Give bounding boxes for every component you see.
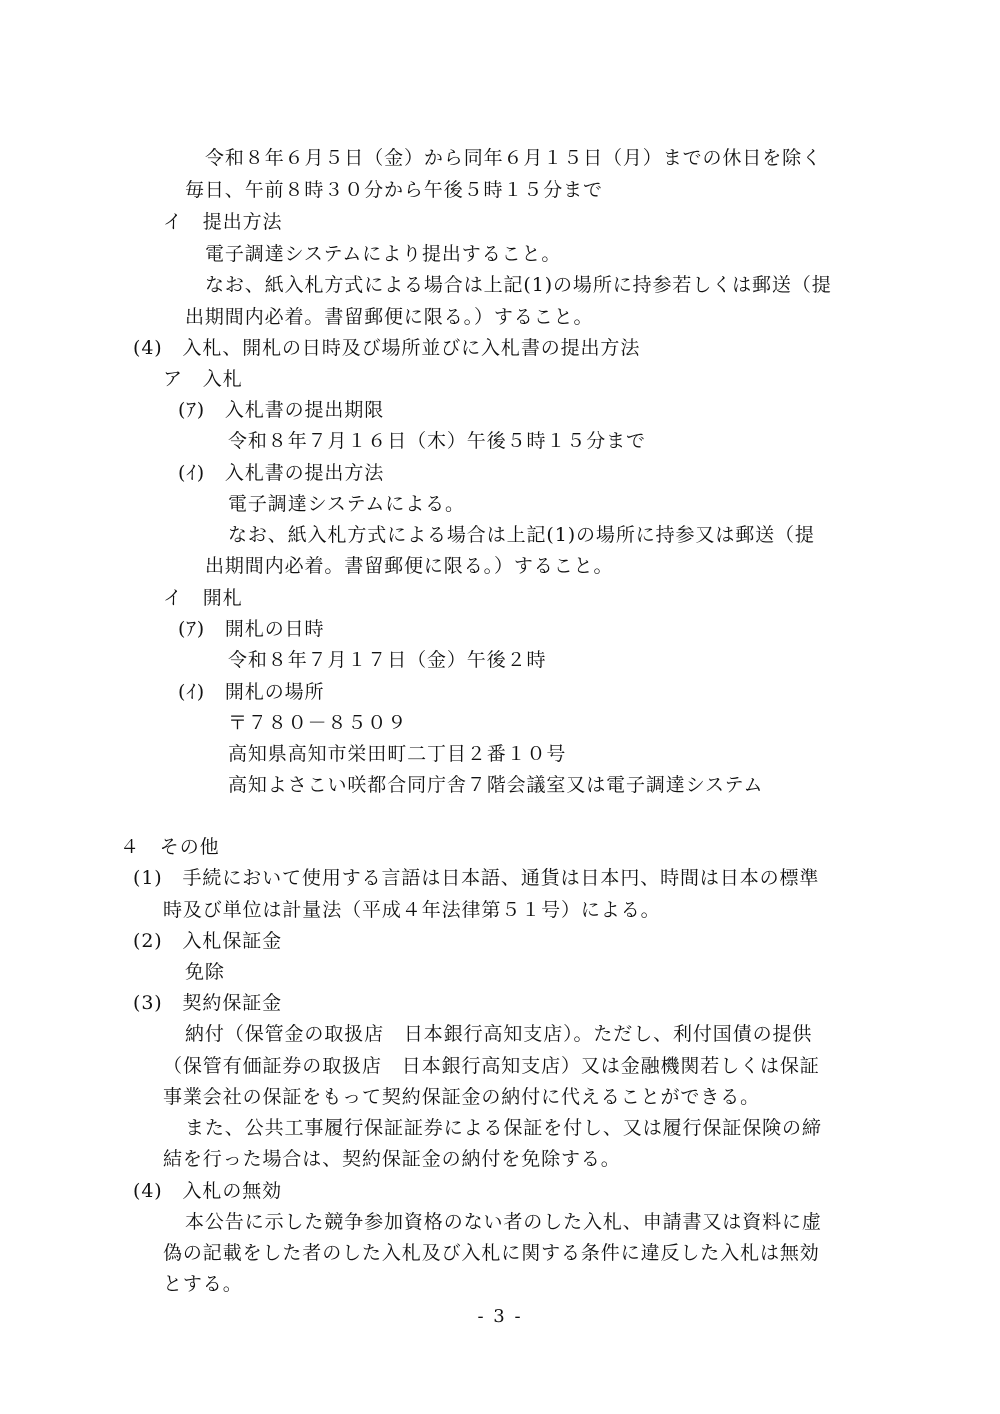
text-line: 納付（保管金の取扱店 日本銀行高知支店）。ただし、利付国債の提供	[185, 1023, 813, 1045]
text-line: 令和８年７月１６日（木）午後５時１５分まで	[228, 430, 646, 452]
text-line: 本公告に示した競争参加資格のない者のした入札、申請書又は資料に虚	[185, 1211, 822, 1233]
text-line: 毎日、午前８時３０分から午後５時１５分まで	[185, 179, 603, 201]
text-line: 高知よさこい咲都合同庁舎７階会議室又は電子調達システム	[228, 774, 764, 796]
section-heading: イ 開札	[163, 587, 243, 609]
section-heading: ４ その他	[120, 836, 220, 858]
text-line: 事業会社の保証をもって契約保証金の納付に代えることができる。	[163, 1086, 761, 1108]
section-heading: (1) 手続において使用する言語は日本語、通貨は日本円、時間は日本の標準	[133, 867, 820, 889]
text-line: また、公共工事履行保証証券による保証を付し、又は履行保証保険の締	[185, 1117, 822, 1139]
section-heading: (4) 入札、開札の日時及び場所並びに入札書の提出方法	[133, 337, 641, 359]
section-heading: (ｱ) 入札書の提出期限	[178, 399, 385, 421]
text-line: 高知県高知市栄田町二丁目２番１０号	[228, 743, 567, 765]
text-line: 偽の記載をした者のした入札及び入札に関する条件に違反した入札は無効	[163, 1242, 820, 1264]
text-line: 出期間内必着。書留郵便に限る。）すること。	[185, 306, 594, 328]
section-heading: ア 入札	[163, 368, 243, 390]
section-heading: (4) 入札の無効	[133, 1180, 283, 1202]
text-line: なお、紙入札方式による場合は上記(1)の場所に持参若しくは郵送（提	[205, 274, 832, 296]
text-line: 免除	[185, 961, 225, 983]
page-number: - 3 -	[477, 1306, 523, 1327]
text-line: とする。	[163, 1273, 243, 1295]
text-line: なお、紙入札方式による場合は上記(1)の場所に持参又は郵送（提	[228, 524, 815, 546]
section-heading: (ｲ) 入札書の提出方法	[178, 462, 385, 484]
section-heading: (3) 契約保証金	[133, 992, 283, 1014]
section-heading: (ｲ) 開札の場所	[178, 681, 325, 703]
text-line: 出期間内必着。書留郵便に限る。）すること。	[205, 555, 614, 577]
text-line: 結を行った場合は、契約保証金の納付を免除する。	[163, 1148, 621, 1170]
section-heading: (2) 入札保証金	[133, 930, 283, 952]
text-line: 電子調達システムによる。	[228, 493, 465, 515]
text-line: 電子調達システムにより提出すること。	[205, 243, 562, 265]
text-line: 令和８年７月１７日（金）午後２時	[228, 649, 547, 671]
text-line: 令和８年６月５日（金）から同年６月１５日（月）までの休日を除く	[205, 147, 822, 169]
section-heading: (ｱ) 開札の日時	[178, 618, 325, 640]
text-line: （保管有価証券の取扱店 日本銀行高知支店）又は金融機関若しくは保証	[163, 1055, 820, 1077]
text-line: 〒７８０－８５０９	[228, 712, 408, 734]
section-heading: イ 提出方法	[163, 211, 283, 233]
text-line: 時及び単位は計量法（平成４年法律第５１号）による。	[163, 899, 661, 921]
